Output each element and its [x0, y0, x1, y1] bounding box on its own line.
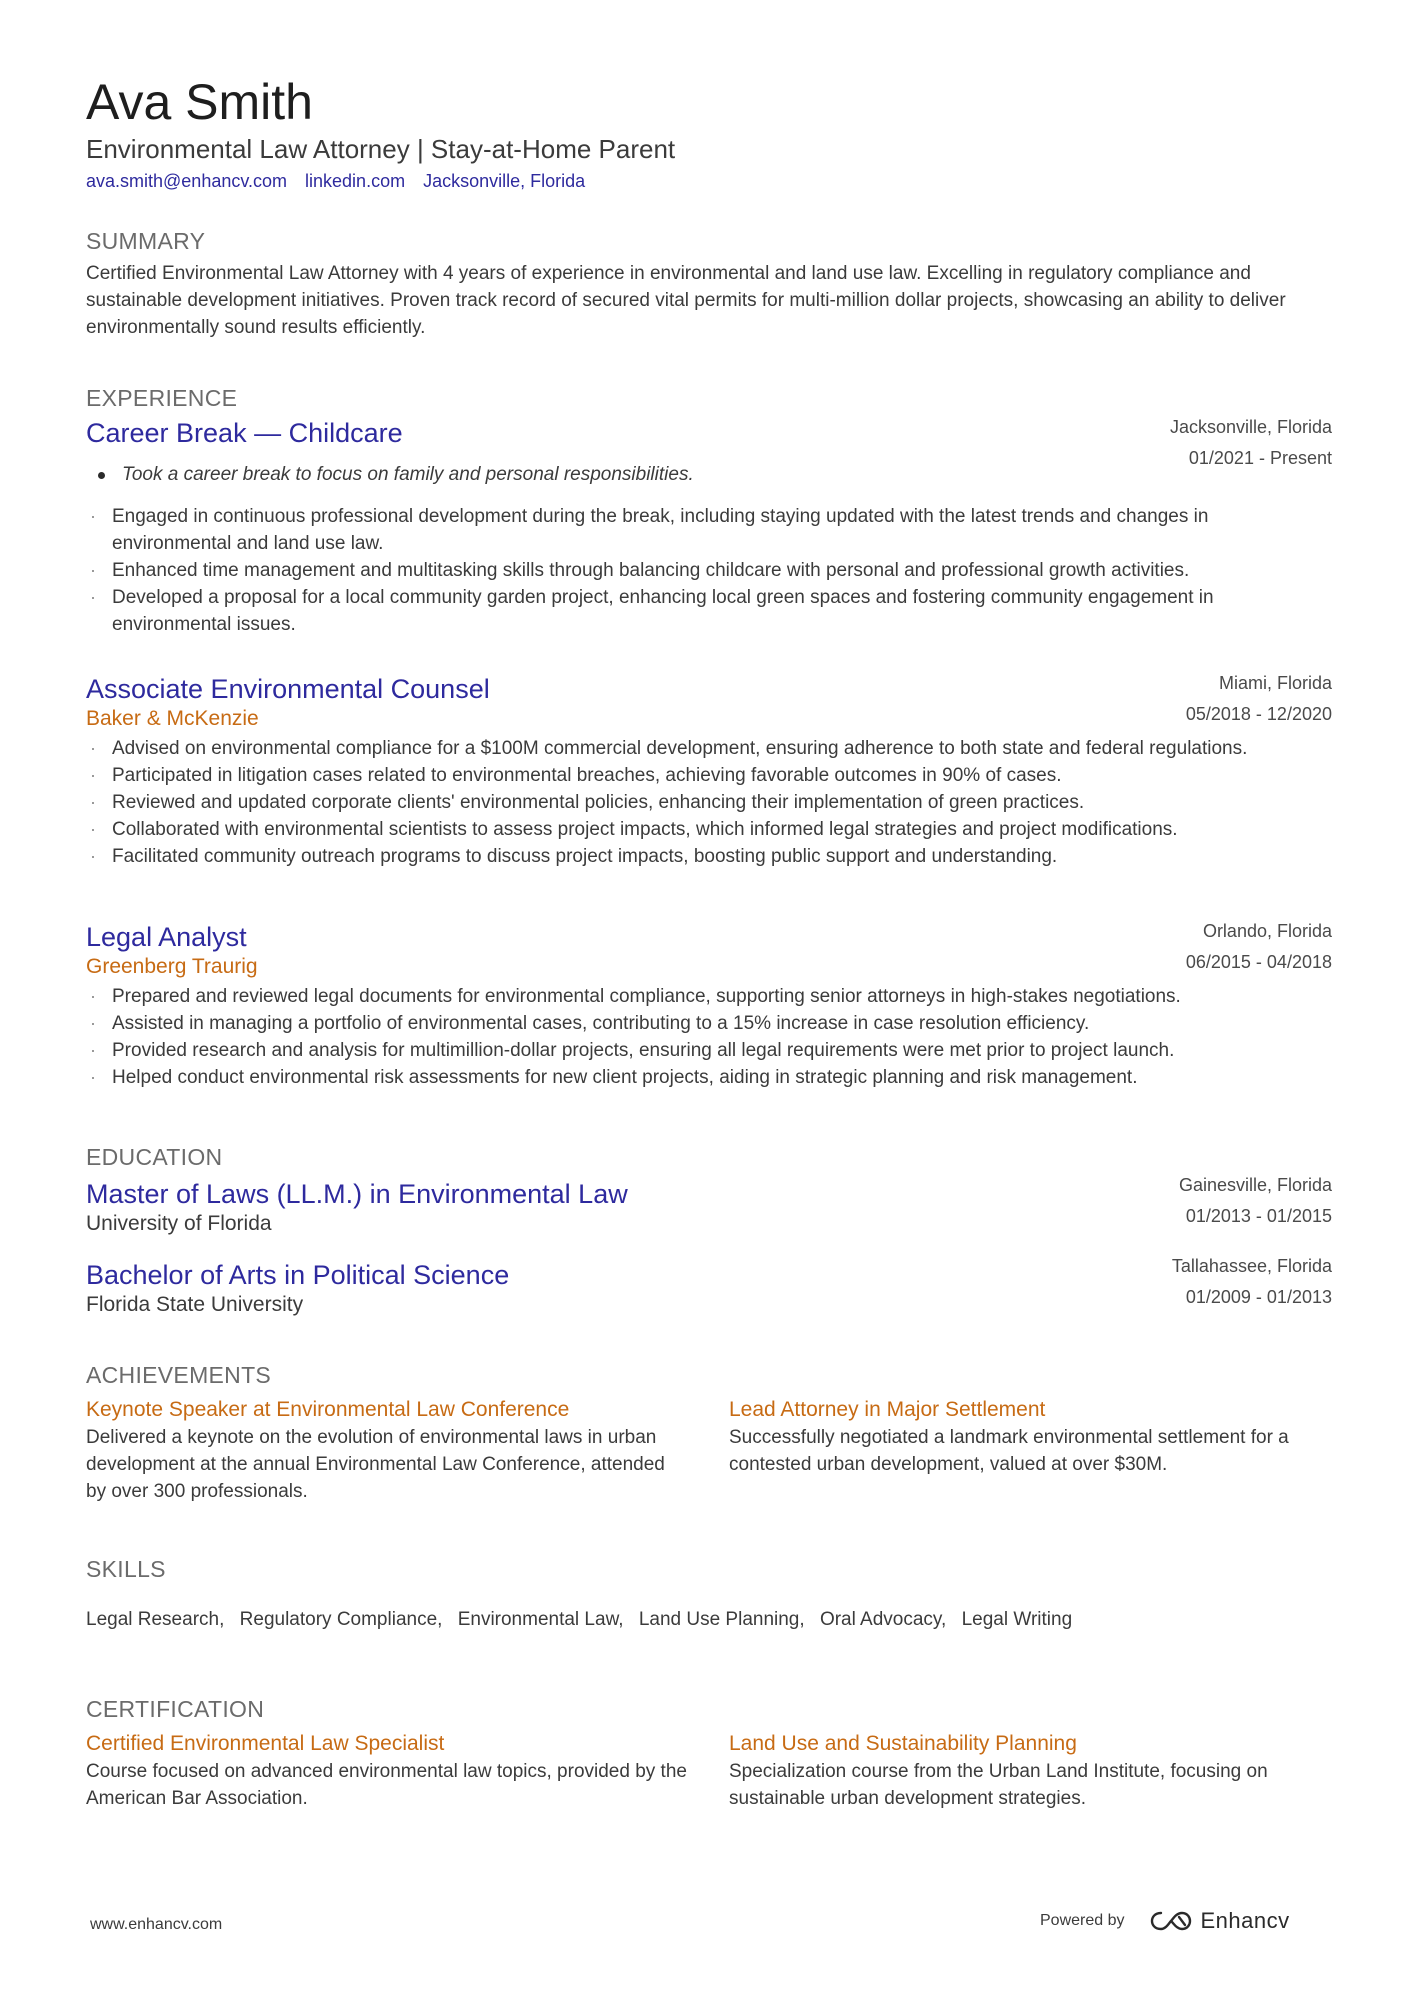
headline: Environmental Law Attorney | Stay-at-Home Parent: [86, 134, 676, 164]
bullet-list: [86, 735, 1332, 870]
linkedin-link[interactable]: linkedin.com: [305, 171, 406, 191]
certification-item: [86, 1730, 689, 1812]
list-item: · Facilitated community outreach programs to discuss project impacts, boosting public support and understanding.: [86, 843, 1332, 870]
summary-title: SUMMARY: [86, 228, 206, 254]
summary-section: [86, 226, 1332, 341]
achievements-title: ACHIEVEMENTS: [86, 1362, 272, 1388]
role-title: Legal Analyst: [86, 922, 247, 952]
role-location: Miami, Florida: [1218, 673, 1332, 693]
list-item: · Participated in litigation cases related to environmental breaches, achieving favorable outcomes in 90% of cases.: [86, 762, 1332, 789]
contact-row: [86, 169, 1332, 193]
education-meta: [1172, 1251, 1332, 1313]
career-break-note: Took a career break to focus on family and personal responsibilities.: [86, 461, 1332, 488]
role-title: Career Break — Childcare: [86, 418, 403, 448]
list-item: · Developed a proposal for a local community garden project, enhancing local green spaces and fostering community engagement in environmental issues.: [86, 584, 1332, 638]
skill-item: Legal Research,: [86, 1609, 225, 1630]
bullet-dot-icon: [98, 472, 105, 479]
skills-section: [86, 1554, 1332, 1633]
header: [86, 72, 1332, 193]
degree-title: Bachelor of Arts in Political Science: [86, 1260, 510, 1290]
list-item: · Engaged in continuous professional development during the break, including staying updated with the latest trends and changes in environmental and land use law.: [86, 503, 1332, 557]
achievement-item: [729, 1396, 1332, 1505]
education-dates: 01/2013 - 01/2015: [1185, 1206, 1332, 1226]
bullet-list: [86, 503, 1332, 638]
skill-item: Regulatory Compliance,: [239, 1609, 443, 1630]
role-location: Jacksonville, Florida: [1169, 417, 1332, 437]
skills-list: [86, 1606, 1332, 1633]
company-name: Greenberg Traurig: [86, 955, 258, 978]
footer-website[interactable]: www.enhancv.com: [90, 1916, 223, 1933]
skill-item: Environmental Law,: [457, 1609, 624, 1630]
footer-branding: [1040, 1908, 1290, 1934]
role-location: Orlando, Florida: [1202, 921, 1332, 941]
list-item: · Enhanced time management and multitasking skills through balancing childcare with personal and professional growth activities.: [86, 557, 1332, 584]
achievement-item: [86, 1396, 689, 1505]
certification-title: CERTIFICATION: [86, 1696, 265, 1722]
achievement-title: Lead Attorney in Major Settlement: [729, 1398, 1046, 1421]
email-link[interactable]: ava.smith@enhancv.com: [86, 171, 288, 191]
summary-text: Certified Environmental Law Attorney with 4 years of experience in environmental and land use law. Excelling in regulatory compliance and sustainable development initiatives. Proven track record of secured vital permits for multi-million dollar projects, showcasing an ability to deliver environmentally sound results efficiently.: [86, 263, 1286, 338]
experience-title: EXPERIENCE: [86, 385, 238, 411]
list-item: · Reviewed and updated corporate clients' environmental policies, enhancing their implementation of green practices.: [86, 789, 1332, 816]
certification-section: [86, 1694, 1332, 1812]
role-meta: [1186, 668, 1332, 730]
list-item: · Advised on environmental compliance for a $100M commercial development, ensuring adherence to both state and federal regulations.: [86, 735, 1332, 762]
education-location: Tallahassee, Florida: [1171, 1256, 1332, 1276]
powered-by-label: Powered by: [1040, 1912, 1125, 1929]
role-dates: 06/2015 - 04/2018: [1185, 952, 1332, 972]
education-meta: [1179, 1170, 1332, 1232]
certification-text: Course focused on advanced environmental law topics, provided by the American Bar Association.: [86, 1761, 687, 1809]
education-item: [86, 1256, 1332, 1319]
list-item: · Prepared and reviewed legal documents for environmental compliance, supporting senior attorneys in high-stakes negotiations.: [86, 983, 1332, 1010]
certification-grid: [86, 1730, 1332, 1812]
role-dates: 05/2018 - 12/2020: [1185, 704, 1332, 724]
location-link[interactable]: Jacksonville, Florida: [423, 171, 586, 191]
list-item: · Assisted in managing a portfolio of environmental cases, contributing to a 15% increase in case resolution efficiency.: [86, 1010, 1332, 1037]
brand-logo[interactable]: [1149, 1908, 1290, 1934]
enhancv-logo-icon: [1149, 1909, 1193, 1933]
achievement-text: Successfully negotiated a landmark environmental settlement for a contested urban development, valued at over $30M.: [729, 1427, 1289, 1475]
achievement-title: Keynote Speaker at Environmental Law Conference: [86, 1398, 570, 1421]
skill-item: Legal Writing: [961, 1609, 1073, 1630]
achievements-section: [86, 1360, 1332, 1505]
brand-name: Enhancv: [1200, 1908, 1290, 1933]
experience-item: [86, 921, 1332, 1091]
list-item: · Collaborated with environmental scientists to assess project impacts, which informed legal strategies and project modifications.: [86, 816, 1332, 843]
degree-title: Master of Laws (LL.M.) in Environmental Law: [86, 1179, 628, 1209]
education-title: EDUCATION: [86, 1144, 223, 1170]
candidate-name: Ava Smith: [86, 74, 313, 130]
school-name: Florida State University: [86, 1293, 304, 1316]
education-dates: 01/2009 - 01/2013: [1185, 1287, 1332, 1307]
education-section: [86, 1142, 1332, 1316]
achievements-grid: [86, 1396, 1332, 1505]
education-item: [86, 1175, 1332, 1238]
role-dates: 01/2021 - Present: [1188, 448, 1332, 468]
role-meta: [1186, 916, 1332, 978]
experience-item: [86, 673, 1332, 870]
company-name: Baker & McKenzie: [86, 707, 259, 730]
certification-name: Land Use and Sustainability Planning: [729, 1732, 1077, 1755]
bullet-list: [86, 983, 1332, 1091]
certification-item: [729, 1730, 1332, 1812]
skill-item: Oral Advocacy,: [819, 1609, 947, 1630]
school-name: University of Florida: [86, 1212, 272, 1235]
skill-item: Land Use Planning,: [638, 1609, 805, 1630]
education-location: Gainesville, Florida: [1178, 1175, 1332, 1195]
role-title: Associate Environmental Counsel: [86, 674, 490, 704]
certification-text: Specialization course from the Urban Land Institute, focusing on sustainable urban development strategies.: [729, 1761, 1268, 1809]
skills-title: SKILLS: [86, 1556, 166, 1582]
experience-section: [86, 383, 1332, 1088]
achievement-text: Delivered a keynote on the evolution of environmental laws in urban development at the annual Environmental Law Conference, attended by over 300 professionals.: [86, 1427, 665, 1502]
certification-name: Certified Environmental Law Specialist: [86, 1732, 445, 1755]
list-item: · Provided research and analysis for multimillion-dollar projects, ensuring all legal requirements were met prior to project launch.: [86, 1037, 1332, 1064]
list-item: · Helped conduct environmental risk assessments for new client projects, aiding in strategic planning and risk management.: [86, 1064, 1332, 1091]
experience-item: [86, 417, 1332, 638]
